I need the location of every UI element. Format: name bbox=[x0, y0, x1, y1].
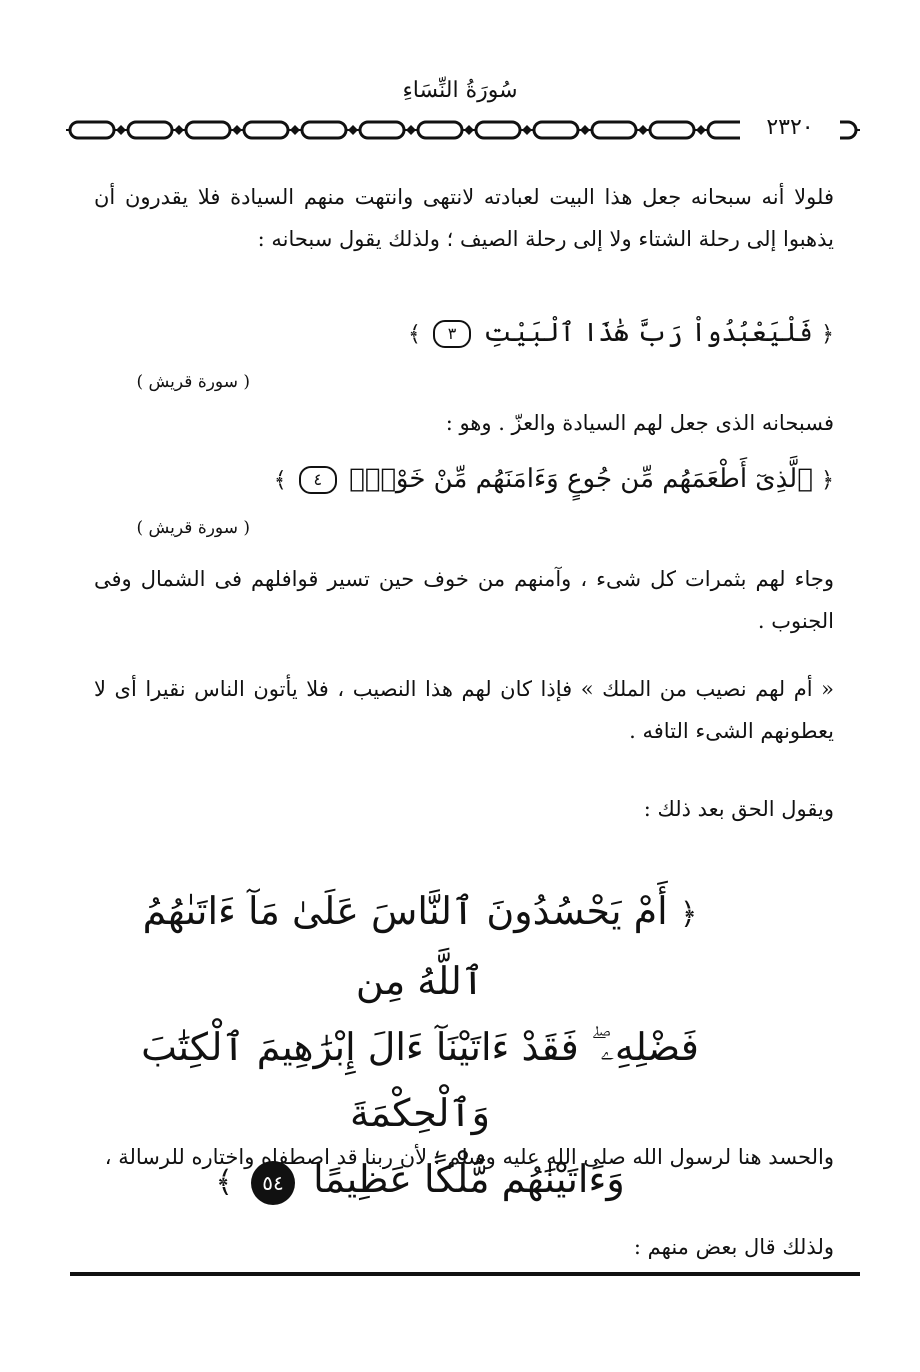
paragraph-4: « أم لهم نصيب من الملك » فإذا كان لهم هذا النصيب ، فلا يأتون الناس نقيرا أى لا يعطونهم الشىء التافه . bbox=[94, 677, 834, 743]
verse-text: فَلْيَعْبُدُواْ رَبَّ هَٰذَا ٱلْبَيْتِ bbox=[483, 318, 813, 348]
paragraph-6: والحسد هنا لرسول الله صلى الله عليه وسلم ؛ لأن ربنا قد اصطفاه واختاره للرسالة ، bbox=[104, 1145, 834, 1169]
verse-line-3: وَءَاتَيْنَٰهُم مُّلْكًا عَظِيمًا ٥٤ ﴾ bbox=[110, 1146, 730, 1216]
verse-qurays-3 bbox=[408, 318, 834, 348]
paragraph-7: ولذلك قال بعض منهم : bbox=[633, 1235, 834, 1259]
paragraph-2: فسبحانه الذى جعل لهم السيادة والعزّ . وهو : bbox=[445, 411, 834, 435]
verse-line-1: ﴿ أَمْ يَحْسُدُونَ ٱلنَّاسَ عَلَىٰ مَآ ءَاتَىٰهُمُ ٱللَّهُ مِن bbox=[142, 889, 698, 1003]
ornament-open-icon: ﴿ bbox=[679, 897, 698, 932]
verse-reference: ( سورة قريش ) bbox=[136, 372, 250, 392]
verse-text: ٱلَّذِىٓ أَطْعَمَهُم مِّن جُوعٍ وَءَامَنَهُم مِّنْ خَوْفٍۭ bbox=[349, 464, 813, 494]
verse-close-bracket: ﴾ bbox=[273, 468, 287, 493]
page-number: ٢٣٢٠ bbox=[740, 114, 840, 142]
verse-number-marker: ٥٤ bbox=[251, 1161, 295, 1205]
verse-number-marker: ٣ bbox=[433, 320, 471, 348]
paragraph-3: وجاء لهم بثمرات كل شىء ، وآمنهم من خوف حين تسير قوافلهم فى الشمال وفى الجنوب . bbox=[94, 567, 834, 633]
verse-open-bracket: ﴿ bbox=[821, 322, 834, 347]
verse-close-bracket: ﴾ bbox=[407, 322, 421, 347]
bottom-rule bbox=[70, 1272, 860, 1276]
paragraph-1: فلولا أنه سبحانه جعل هذا البيت لعبادته لانتهى وانتهت منهم السيادة فلا يقدرون أن يذهبوا إلى رحلة الشتاء ولا إلى رحلة الصيف ؛ ولذلك يقول سبحانه : bbox=[94, 185, 834, 251]
verse-open-bracket: ﴿ bbox=[821, 468, 834, 493]
surah-title: سُورَةُ النِّسَاءِ bbox=[402, 78, 518, 103]
verse-line-2: فَضْلِهِۦ ۖ فَقَدْ ءَاتَيْنَآ ءَالَ إِبْرَٰهِيمَ ٱلْكِتَٰبَ وَٱلْحِكْمَةَ bbox=[141, 1025, 699, 1135]
verse-reference: ( سورة قريش ) bbox=[136, 518, 250, 538]
paragraph-5: ويقول الحق بعد ذلك : bbox=[643, 797, 834, 821]
verse-number-marker: ٤ bbox=[299, 466, 337, 494]
verse-qurays-4 bbox=[274, 464, 834, 494]
ornament-close-icon: ﴾ bbox=[215, 1165, 233, 1200]
